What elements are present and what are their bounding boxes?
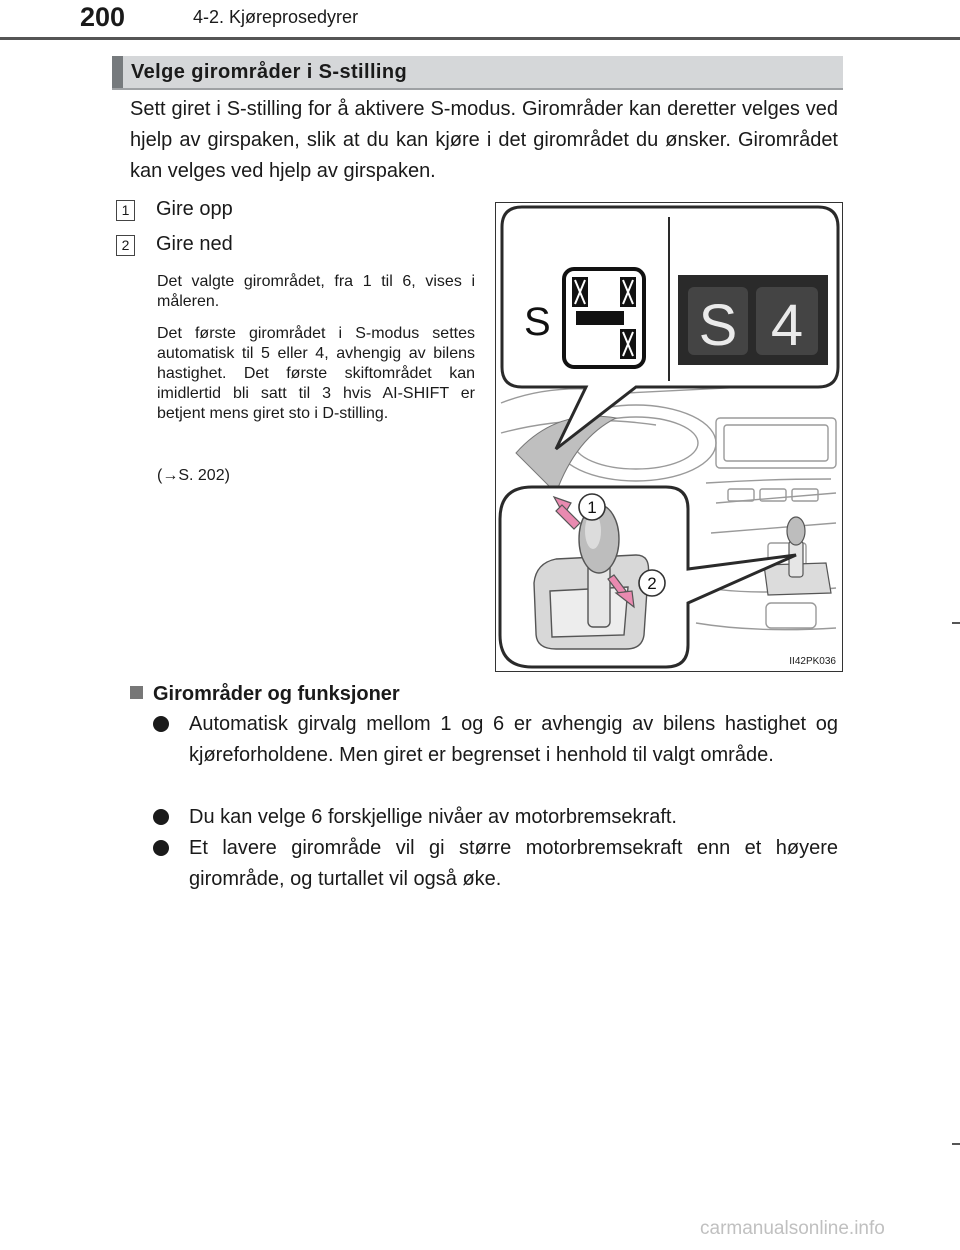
list-item: [155, 802, 838, 833]
step-number-badge: 2: [116, 235, 135, 256]
bullet-icon: [153, 840, 169, 856]
watermark-text: carmanualsonline.info: [700, 1218, 885, 1239]
list-item-text: Et lavere girområde vil gi større motorbremsekraft enn et høyere girområde, og turtallet vil også øke.: [189, 837, 838, 890]
header-rule: [0, 37, 960, 40]
section-heading: [112, 56, 843, 90]
page-number: 200: [80, 2, 126, 32]
shift-lever-illustration: [495, 202, 843, 672]
list-item: [155, 833, 838, 895]
section-title: Velge girområder i S-stilling: [131, 61, 408, 83]
note-reference: (→S. 202): [157, 467, 230, 484]
callout-up-number: 1: [587, 498, 597, 517]
display-digit: 4: [770, 293, 804, 358]
note-text: Det første girområdet i S-modus settes automatisk til 5 eller 4, avhengig av bilens hastighet. Det første skiftområdet kan imidlertid bli satt til 3 hvis AI-SHIFT er betjent mens giret sto i D-stilling.: [157, 325, 475, 422]
illustration-svg: [496, 203, 842, 671]
gear-gate-indicator: [564, 269, 644, 367]
chapter-title: 4-2. Kjøreprosedyrer: [193, 7, 359, 27]
subsection-title: Girområder og funksjoner: [153, 683, 400, 705]
section-heading-bar: [112, 56, 123, 88]
margin-tick: [952, 1143, 960, 1145]
subsection-heading: [130, 683, 400, 706]
list-item: [155, 709, 838, 771]
square-bullet-icon: [130, 686, 143, 699]
bullet-icon: [153, 716, 169, 732]
margin-tick: [952, 622, 960, 624]
callout-down-number: 2: [647, 574, 657, 593]
list-item-text: Automatisk girvalg mellom 1 og 6 er avhengig av bilens hastighet og kjøreforholdene. Men giret er begrenset i henhold til valgt område.: [189, 713, 838, 766]
bullet-icon: [153, 809, 169, 825]
figure-code: II42PK036: [789, 656, 836, 667]
display-letter: S: [698, 293, 738, 358]
list-item-text: Du kan velge 6 forskjellige nivåer av motorbremsekraft.: [189, 806, 677, 828]
mode-letter: S: [524, 300, 551, 344]
step-label: Gire opp: [156, 198, 233, 220]
note-text: Det valgte girområdet, fra 1 til 6, vises i måleren.: [157, 273, 475, 310]
step-number-badge: 1: [116, 200, 135, 221]
step-label: Gire ned: [156, 233, 233, 255]
intro-paragraph: Sett giret i S-stilling for å aktivere S-modus. Girområder kan deretter velges ved hjelp av girspaken, slik at du kan kjøre i det girområdet du ønsker. Girområdet kan velges ved hjelp av girspaken.: [130, 98, 838, 182]
